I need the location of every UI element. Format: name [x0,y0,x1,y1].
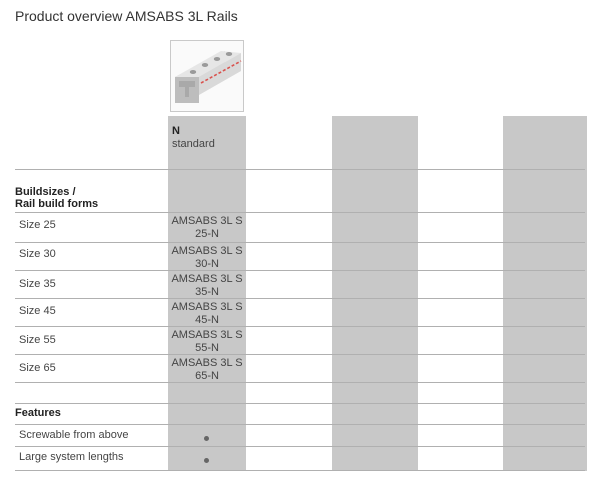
size-product-line1: AMSABS 3L S [171,215,243,227]
size-product-line2: 30-N [195,258,219,270]
divider-size-35 [15,298,585,299]
divider-feature-1 [15,446,585,447]
size-label: Size 45 [19,305,56,317]
column-name: standard [172,138,215,150]
section-buildsizes-line2: Rail build forms [15,198,99,210]
rail-illustration [171,41,243,111]
size-product-line2: 25-N [195,228,219,240]
size-product-line2: 35-N [195,286,219,298]
size-label: Size 25 [19,219,56,231]
page-title: Product overview AMSABS 3L Rails [15,8,238,24]
divider-features [15,424,585,425]
divider-spacer [15,403,585,404]
size-product-line2: 45-N [195,314,219,326]
size-product-line1: AMSABS 3L S [171,357,243,369]
size-product[interactable] [168,301,246,327]
divider-header [15,169,585,170]
column-code: N [172,125,180,137]
divider-size-25 [15,242,585,243]
divider-buildsizes [15,212,585,213]
size-product-line2: 65-N [195,370,219,382]
divider-size-55 [15,354,585,355]
size-label: Size 65 [19,362,56,374]
size-product[interactable] [168,273,246,299]
size-product-line1: AMSABS 3L S [171,301,243,313]
size-product-line1: AMSABS 3L S [171,273,243,285]
feature-label: Large system lengths [19,451,124,463]
size-product-line1: AMSABS 3L S [171,329,243,341]
size-product-line1: AMSABS 3L S [171,245,243,257]
size-label: Size 35 [19,278,56,290]
section-buildsizes-line1: Buildsizes / [15,186,76,198]
size-product[interactable] [168,215,246,241]
divider-size-45 [15,326,585,327]
rail-product-image[interactable] [170,40,244,112]
size-product[interactable] [168,245,246,271]
size-label: Size 55 [19,334,56,346]
divider-size-30 [15,270,585,271]
section-features: Features [15,407,61,419]
size-label: Size 30 [19,248,56,260]
feature-available-dot [204,436,209,441]
size-product[interactable] [168,329,246,355]
size-product-line2: 55-N [195,342,219,354]
size-product[interactable] [168,357,246,383]
divider-size-65 [15,382,585,383]
feature-label: Screwable from above [19,429,129,441]
divider-feature-2 [15,470,585,471]
feature-available-dot [204,458,209,463]
